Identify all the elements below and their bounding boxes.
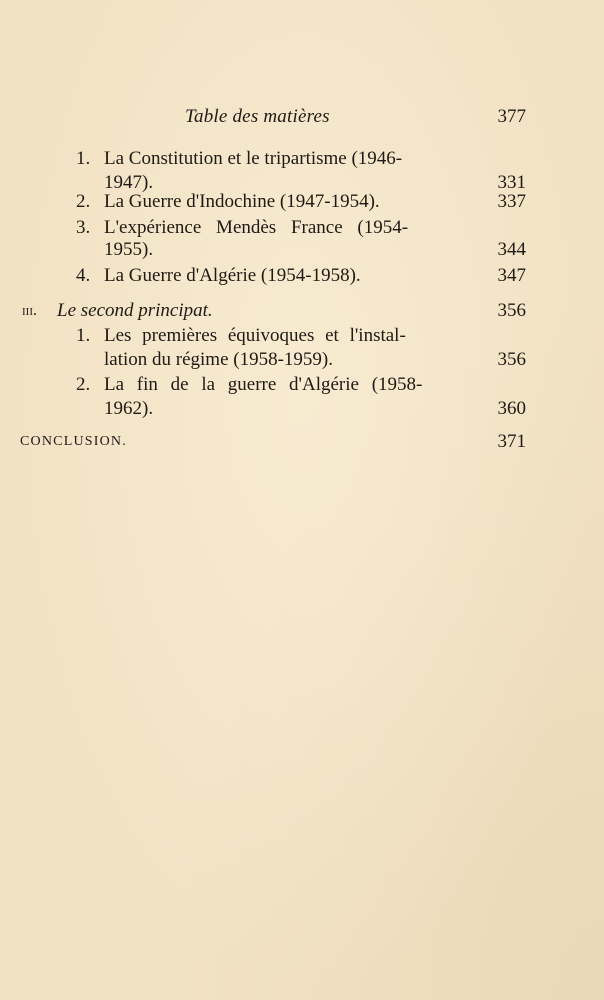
toc-entry-number: 3. [76,217,91,238]
toc-entry-page-number: 344 [497,239,526,260]
toc-entry-page-number: 337 [497,191,526,212]
toc-entry-title-line: Les premières équivoques et l'instal- [104,325,406,346]
toc-conclusion-label: CONCLUSION. [20,434,127,449]
toc-entry-page-number: 347 [497,265,526,286]
toc-entry [0,373,604,421]
toc-entry [0,324,604,372]
running-header-page-number: 377 [497,106,526,127]
toc-entry-number: 4. [76,265,91,286]
toc-entry-number: 2. [76,191,91,212]
toc-section [0,299,604,323]
toc-entry-title-line: L'expérience Mendès France (1954- [104,217,409,238]
toc-entry-number: 1. [76,325,91,346]
toc-conclusion [0,430,604,454]
toc-entry [0,190,604,214]
toc-entry-title-line: lation du régime (1958-1959). [104,349,334,370]
toc-entry [0,264,604,288]
running-header-title: Table des matières [185,106,330,127]
running-header [0,106,604,132]
toc-entry-page-number: 331 [497,172,526,193]
toc-entry-number: 2. [76,374,91,395]
toc-entry-page-number: 360 [497,398,526,419]
toc-entry-number: 1. [76,148,91,169]
toc-entry-title-line: La Guerre d'Algérie (1954-1958). [104,265,361,286]
toc-entry-title-line: La Constitution et le tripartisme (1946- [104,148,403,169]
toc-entry [0,216,604,264]
toc-entry-title-line: 1955). [104,239,154,260]
toc-conclusion-page-number: 371 [497,431,526,452]
toc-section-number: iii. [22,302,37,319]
toc-entry-title-line: La fin de la guerre d'Algérie (1958- [104,374,423,395]
toc-section-title: Le second principat. [57,300,213,321]
toc-entry-title-line: 1962). [104,398,154,419]
toc-entry [0,147,604,195]
toc-entry-title-line: 1947). [104,172,154,193]
toc-entry-title-line: La Guerre d'Indochine (1947-1954). [104,191,380,212]
toc-section-page-number: 356 [497,300,526,321]
toc-entry-page-number: 356 [497,349,526,370]
